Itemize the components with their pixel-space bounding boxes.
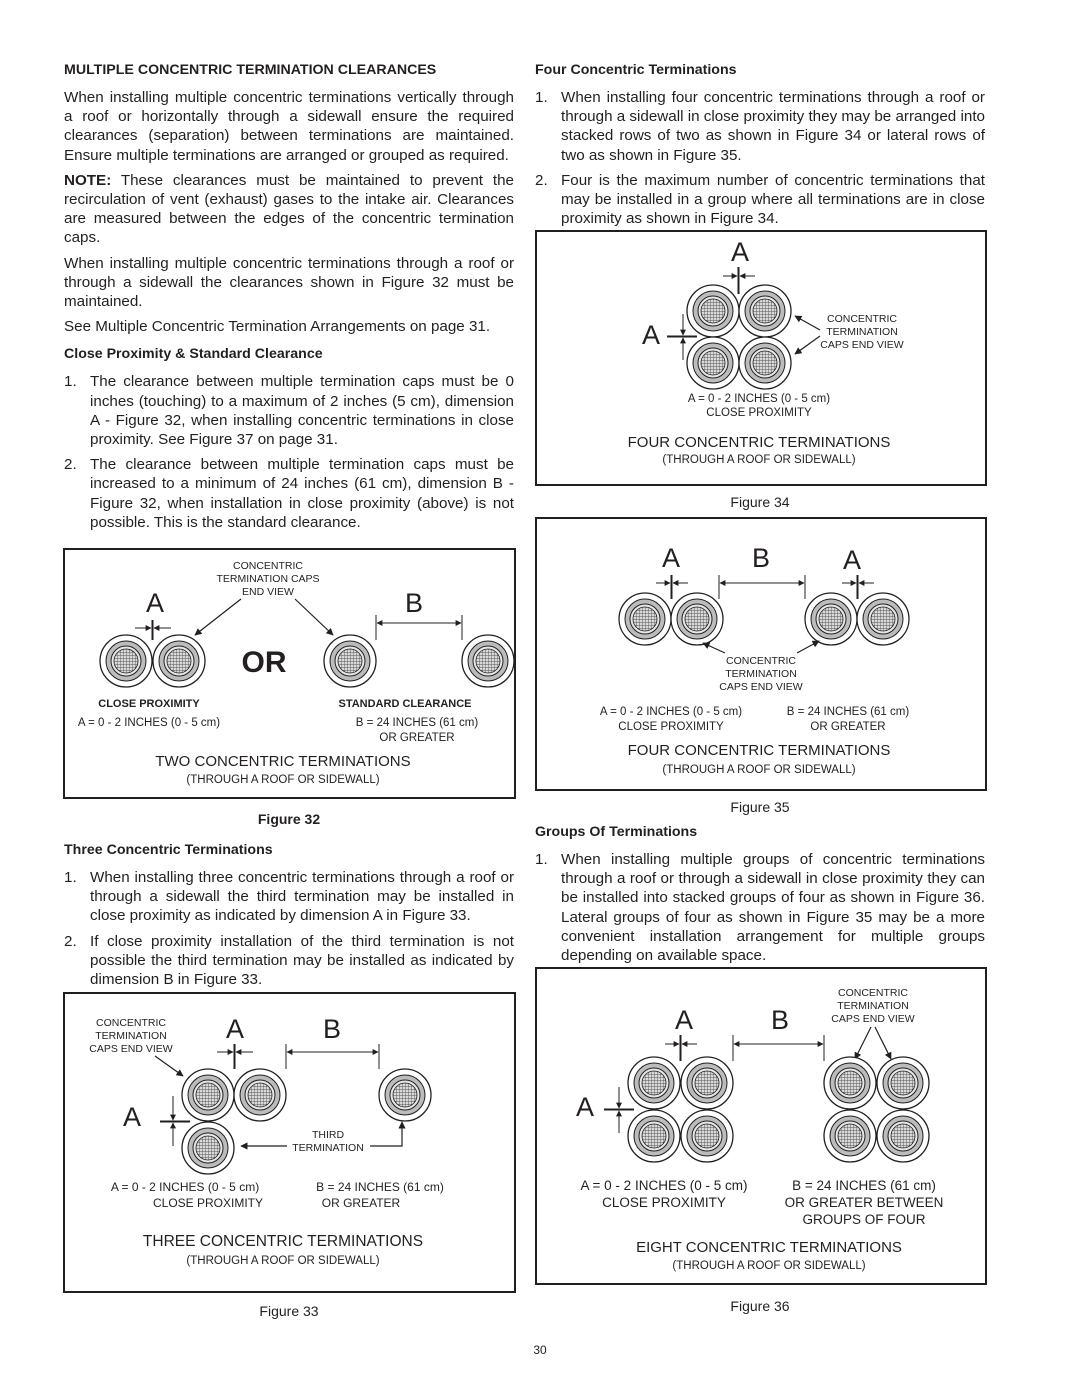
label-a: A (842, 545, 862, 575)
list-item (535, 88, 985, 165)
termination-cap (805, 593, 857, 645)
dimension-a-label: A = 0 - 2 INCHES (0 - 5 cm) (110, 1180, 260, 1194)
list-number: 2. (64, 932, 77, 950)
figure-subtitle: (THROUGH A ROOF OR SIDEWALL) (662, 764, 856, 776)
label-b: B (322, 1014, 342, 1044)
list-item (64, 868, 514, 926)
section-heading: MULTIPLE CONCENTRIC TERMINATION CLEARANCES (64, 62, 437, 78)
caps-label: TERMINATION (725, 668, 797, 680)
termination-cap (739, 285, 791, 337)
caps-label: TERMINATION (837, 1000, 909, 1012)
figure-35 (535, 517, 987, 791)
figure-subtitle: (THROUGH A ROOF OR SIDEWALL) (186, 1255, 380, 1267)
figure-34-diagram (537, 232, 985, 484)
list-number: 2. (64, 456, 77, 474)
dimension-a-label: A = 0 - 2 INCHES (0 - 5 cm) (599, 706, 743, 718)
subheading: Four Concentric Terminations (535, 62, 737, 78)
termination-cap (628, 1057, 680, 1109)
termination-cap (100, 635, 152, 687)
caps-label: CAPS END VIEW (89, 1043, 173, 1055)
subheading: Close Proximity & Standard Clearance (64, 346, 323, 363)
figure-subtitle: (THROUGH A ROOF OR SIDEWALL) (186, 774, 380, 786)
figure-36 (535, 967, 987, 1285)
list-number: 1. (64, 373, 77, 391)
label-a: A (674, 1005, 694, 1035)
figure-title: EIGHT CONCENTRIC TERMINATIONS (636, 1239, 902, 1256)
figure-title: TWO CONCENTRIC TERMINATIONS (155, 753, 411, 770)
dimension-a-label: A = 0 - 2 INCHES (0 - 5 cm) (687, 393, 831, 405)
dimension-a-label: A = 0 - 2 INCHES (0 - 5 cm) (580, 1178, 748, 1193)
caps-label: CAPS END VIEW (719, 681, 803, 693)
caps-label: CONCENTRIC (96, 1017, 166, 1029)
figure-36-caption: Figure 36 (730, 1298, 790, 1314)
list-item (64, 455, 514, 532)
page-number: 30 (533, 1343, 547, 1357)
termination-cap (877, 1110, 929, 1162)
paragraph: When installing multiple concentric terminations vertically through a roof or horizontally through a sidewall ensure the required clearances (separation) between terminations are maintained. Ensure multiple terminations are arranged or grouped as required. (64, 89, 514, 164)
dimension-b-label: GROUPS OF FOUR (802, 1212, 926, 1227)
figure-32-diagram (65, 550, 514, 797)
dimension-a-label: CLOSE PROXIMITY (152, 1196, 264, 1210)
list-number: 2. (535, 171, 548, 189)
label-b: B (751, 543, 771, 573)
or-label: OR (241, 646, 287, 679)
right-column-lower (535, 824, 985, 971)
figure-33-diagram (65, 994, 514, 1291)
termination-cap (877, 1057, 929, 1109)
figure-title: FOUR CONCENTRIC TERMINATIONS (627, 434, 891, 451)
third-termination-label: THIRD (311, 1129, 345, 1141)
left-column-lower (64, 842, 514, 995)
termination-cap (824, 1057, 876, 1109)
caps-label: TERMINATION CAPS (216, 573, 320, 585)
label-a: A (730, 237, 750, 267)
termination-cap (182, 1122, 234, 1174)
figure-35-diagram (537, 519, 985, 789)
label-a: A (145, 588, 165, 618)
figure-title: FOUR CONCENTRIC TERMINATIONS (627, 742, 891, 759)
caps-label: CONCENTRIC (827, 313, 897, 325)
list-text: When installing multiple groups of concentric terminations through a roof or through a sidewall in close proximity they can be installed into stacked groups of four as shown in Figure 36. Lateral groups of four as shown in Figure 35 may be a more convenient installation arrangement for multiple groups depending on available space. (561, 851, 985, 965)
figure-34-caption: Figure 34 (730, 494, 790, 510)
subheading: Groups Of Terminations (535, 824, 698, 840)
label-a: A (122, 1102, 142, 1132)
standard-clearance-dim: B = 24 INCHES (61 cm) (355, 717, 479, 729)
caps-label: CONCENTRIC (838, 987, 908, 999)
caps-label: CAPS END VIEW (831, 1013, 915, 1025)
termination-cap (687, 337, 739, 389)
note-text: These clearances must be maintained to prevent the recirculation of vent (exhaust) gases to the intake air. Clearances are measured between the edges of the concentric termination caps. (64, 171, 514, 247)
termination-cap (687, 285, 739, 337)
termination-cap (379, 1069, 431, 1121)
termination-cap (628, 1110, 680, 1162)
termination-cap (671, 593, 723, 645)
dimension-b-label: B = 24 INCHES (61 cm) (792, 1178, 936, 1193)
figure-title: THREE CONCENTRIC TERMINATIONS (142, 1233, 424, 1250)
dimension-b-label: OR GREATER (810, 721, 886, 733)
list-text: When installing four concentric terminations through a roof or through a sidewall in close proximity they may be arranged into stacked rows of two as shown in Figure 34 or lateral rows of two as shown in Figure 35. (561, 89, 985, 164)
paragraph: See Multiple Concentric Termination Arrangements on page 31. (64, 318, 491, 336)
termination-cap (153, 635, 205, 687)
termination-cap (462, 635, 514, 687)
label-a: A (641, 320, 661, 350)
termination-cap (824, 1110, 876, 1162)
list-text: When installing three concentric terminations through a roof or through a sidewall the third termination may be installed in close proximity as indicated by dimension A in Figure 33. (90, 869, 514, 925)
dimension-b-label: B = 24 INCHES (61 cm) (316, 1180, 444, 1194)
figure-33-caption: Figure 33 (259, 1303, 319, 1319)
termination-cap (182, 1069, 234, 1121)
termination-cap (681, 1110, 733, 1162)
standard-clearance-dim: OR GREATER (379, 732, 455, 744)
subheading: Three Concentric Terminations (64, 842, 273, 858)
third-termination-label: TERMINATION (292, 1142, 364, 1154)
termination-cap (681, 1057, 733, 1109)
label-b: B (770, 1005, 790, 1035)
termination-cap (234, 1069, 286, 1121)
caps-label: CAPS END VIEW (820, 339, 904, 351)
label-b: B (404, 588, 424, 618)
note-label: NOTE: (64, 171, 112, 189)
note-paragraph (64, 171, 514, 248)
list-item (535, 171, 985, 229)
list-item (64, 372, 514, 449)
figure-36-diagram (537, 969, 985, 1283)
list-text: Four is the maximum number of concentric terminations that may be installed in a group where all terminations are in close proximity as shown in Figure 34. (561, 171, 985, 228)
close-proximity-title: CLOSE PROXIMITY (98, 698, 200, 710)
list-item (64, 932, 514, 990)
standard-clearance-title: STANDARD CLEARANCE (338, 698, 472, 710)
list-text: The clearance between multiple termination caps must be increased to a minimum of 24 inches (61 cm), dimension B - Figure 32, when installation in close proximity (above) is not possible. This is the standard clearance. (90, 456, 514, 531)
caps-label: TERMINATION (826, 326, 898, 338)
figure-subtitle: (THROUGH A ROOF OR SIDEWALL) (662, 454, 856, 466)
termination-cap (739, 337, 791, 389)
figure-33 (63, 992, 516, 1293)
label-a: A (661, 543, 681, 573)
dimension-a-label: CLOSE PROXIMITY (602, 1195, 726, 1210)
list-number: 1. (64, 869, 77, 886)
close-proximity-dim: A = 0 - 2 INCHES (0 - 5 cm) (77, 717, 221, 729)
list-number: 1. (535, 89, 548, 106)
figure-34 (535, 230, 987, 486)
dimension-a-label: CLOSE PROXIMITY (706, 407, 812, 419)
termination-cap (619, 593, 671, 645)
termination-cap (857, 593, 909, 645)
caps-label: END VIEW (242, 586, 294, 598)
figure-subtitle: (THROUGH A ROOF OR SIDEWALL) (672, 1260, 866, 1272)
left-column (64, 62, 514, 538)
list-item (535, 850, 985, 965)
label-a: A (575, 1092, 595, 1122)
dimension-b-label: OR GREATER BETWEEN (784, 1195, 944, 1210)
right-column (535, 62, 985, 234)
figure-35-caption: Figure 35 (730, 799, 790, 815)
dimension-b-label: B = 24 INCHES (61 cm) (786, 706, 910, 718)
figure-32-caption: Figure 32 (257, 811, 321, 827)
label-a: A (225, 1014, 245, 1044)
termination-cap (324, 635, 376, 687)
list-text: The clearance between multiple termination caps must be 0 inches (touching) to a maximum of 2 inches (5 cm), dimension A - Figure 32, when installing concentric terminations in close proximity. See Figure 37 on page 31. (90, 373, 514, 449)
figure-32 (63, 548, 516, 799)
caps-label: CONCENTRIC (233, 560, 303, 572)
paragraph: When installing multiple concentric terminations through a roof or through a sidewall the clearances shown in Figure 32 must be maintained. (64, 254, 514, 311)
caps-label: CONCENTRIC (726, 655, 796, 667)
caps-label: TERMINATION (95, 1030, 167, 1042)
list-number: 1. (535, 851, 548, 868)
dimension-a-label: CLOSE PROXIMITY (618, 721, 724, 733)
dimension-b-label: OR GREATER (321, 1196, 401, 1210)
list-text: If close proximity installation of the third termination is not possible the third termination may be installed as indicated by dimension B in Figure 33. (90, 932, 514, 989)
